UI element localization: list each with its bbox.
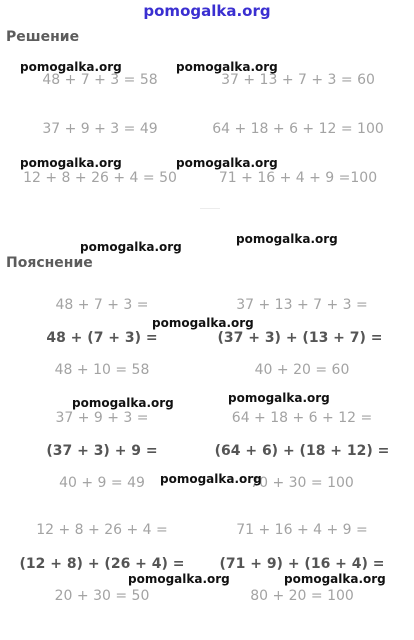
solution-eq-2: 37 + 13 + 7 + 3 = 60 [221,72,375,88]
explain-3-grouped: (37 + 3) + 9 = [46,443,158,459]
solution-eq-6: 71 + 16 + 4 + 9 =100 [218,170,378,186]
watermark: pomogalka.org [152,316,254,330]
explain-2-grouped: (37 + 3) + (13 + 7) = [217,330,383,346]
watermark: pomogalka.org [160,472,262,486]
solution-eq-3: 37 + 9 + 3 = 49 [42,121,158,137]
explain-4-grouped: (64 + 6) + (18 + 12) = [214,443,390,459]
watermark: pomogalka.org [20,60,122,74]
explain-3-result: 40 + 9 = 49 [59,475,145,491]
explain-3-expr: 37 + 9 + 3 = [55,410,149,426]
explain-6-expr: 71 + 16 + 4 + 9 = [236,522,368,538]
explain-4-expr: 64 + 18 + 6 + 12 = [231,410,373,426]
solution-eq-4: 64 + 18 + 6 + 12 = 100 [212,121,384,137]
solution-eq-1: 48 + 7 + 3 = 58 [42,72,158,88]
explain-4-result: 70 + 30 = 100 [250,475,354,491]
watermark: pomogalka.org [80,240,182,254]
watermark: pomogalka.org [228,391,330,405]
explain-1-result: 48 + 10 = 58 [54,362,150,378]
site-title[interactable]: pomogalka.org [143,2,271,20]
explain-6-result: 80 + 20 = 100 [250,588,354,604]
explain-5-grouped: (12 + 8) + (26 + 4) = [19,556,185,572]
explain-5-result: 20 + 30 = 50 [54,588,150,604]
explain-6-grouped: (71 + 9) + (16 + 4) = [219,556,385,572]
explain-2-expr: 37 + 13 + 7 + 3 = [236,297,368,313]
explain-1-grouped: 48 + (7 + 3) = [46,330,158,346]
explanation-heading: Пояснение [6,255,93,271]
watermark: pomogalka.org [72,396,174,410]
watermark: pomogalka.org [128,572,230,586]
watermark: pomogalka.org [176,60,278,74]
solution-eq-5: 12 + 8 + 26 + 4 = 50 [23,170,177,186]
watermark: pomogalka.org [284,572,386,586]
explain-2-result: 40 + 20 = 60 [254,362,350,378]
watermark: pomogalka.org [236,232,338,246]
watermark: pomogalka.org [176,156,278,170]
explain-5-expr: 12 + 8 + 26 + 4 = [36,522,168,538]
divider [200,208,220,209]
watermark: pomogalka.org [20,156,122,170]
explain-1-expr: 48 + 7 + 3 = [55,297,149,313]
solution-heading: Решение [6,29,80,45]
